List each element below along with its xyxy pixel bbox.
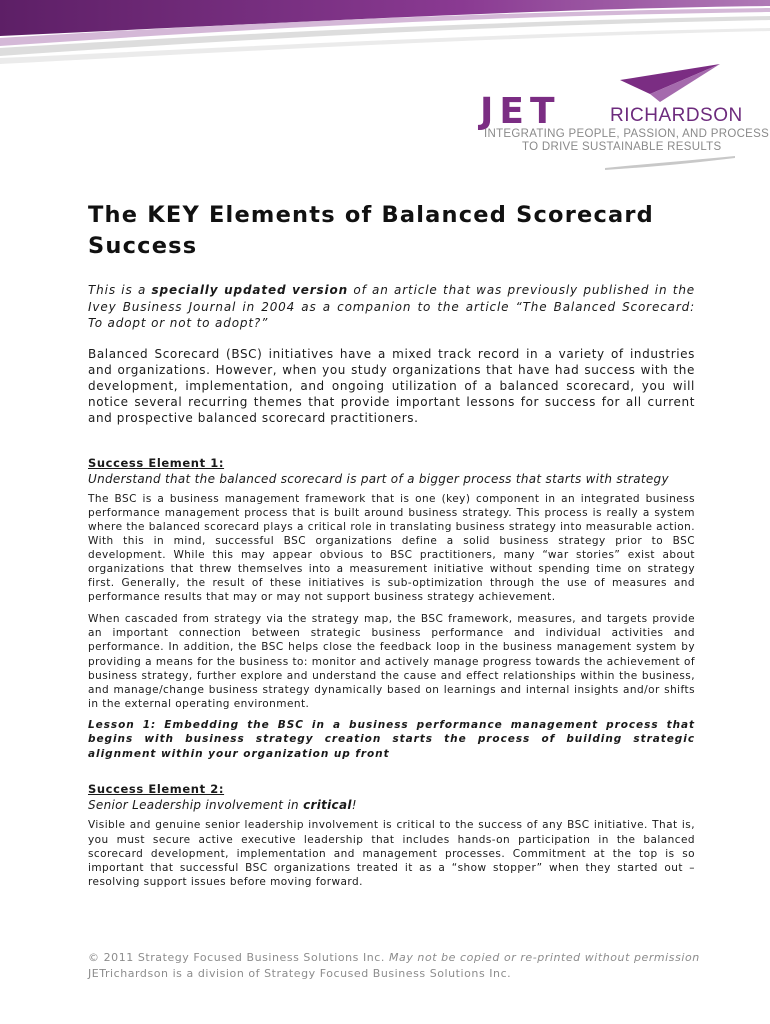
- logo-richardson: RICHARDSON: [610, 105, 743, 126]
- lesson-1: Lesson 1: Embedding the BSC in a business performance management process that begins with business strategy creation starts the process of building strategic alignment within your organization up front: [88, 718, 695, 760]
- logo-swoosh: [605, 156, 735, 170]
- success-element-2-paragraph: Visible and genuine senior leadership involvement is critical to the success of any BSC initiative. That is, you must secure active executive leadership that includes hands-on participation in the balanced scorecard development, implementation and management processes. Commitment at the top is so important that successful BSC organizations treated it as a “show stopper” when they started out – resolving support issues before moving forward.: [88, 819, 695, 888]
- footer-division-line: JETrichardson is a division of Strategy Focused Business Solutions Inc.: [88, 966, 512, 980]
- intro-emphasis: specially updated version: [151, 283, 349, 297]
- paper-plane-icon: [620, 64, 720, 104]
- footer-copyright-line: © 2011 Strategy Focused Business Solutions Inc. May not be copied or re-printed without permission: [88, 951, 700, 964]
- logo-tagline-2: TO DRIVE SUSTAINABLE RESULTS: [522, 141, 722, 153]
- logo-jet: JET: [480, 91, 561, 132]
- success-element-2-subtitle: Senior Leadership involvement in critical!: [88, 798, 357, 813]
- success-element-1-heading: Success Element 1:: [88, 455, 225, 470]
- company-logo: [470, 60, 770, 180]
- article-body: [88, 200, 695, 889]
- success-element-2-heading: Success Element 2:: [88, 782, 225, 797]
- success-element-1-subtitle: Understand that the balanced scorecard is part of a bigger process that starts with strategy: [88, 471, 669, 486]
- page-footer: [88, 950, 708, 981]
- logo-tagline-1: INTEGRATING PEOPLE, PASSION, AND PROCESS: [484, 128, 770, 140]
- intro-paragraph: This is a specially updated version of an article that was previously published in the Ivey Business Journal in 2004 as a companion to the article “The Balanced Scorecard: To adopt or not to adopt?”: [88, 283, 696, 330]
- page-title: The KEY Elements of Balanced Scorecard Success: [88, 202, 654, 259]
- success-element-1-paragraph-1: The BSC is a business management framework that is one (key) component in an integrated business performance management process that is built around business strategy. This process is really a system where the balanced scorecard plays a critical role in translating business strategy into measurable action. With this in mind, successful BSC organizations define a solid business strategy prior to BSC development. While this may appear obvious to BSC practitioners, many “war stories” exist about organizations that threw themselves into a measurement initiative without spending time on strategy first. Generally, the result of these initiatives is sub-optimization through the use of measures and performance results that may or may not support business strategy achievement.: [88, 492, 695, 604]
- success-element-1-paragraph-2: When cascaded from strategy via the strategy map, the BSC framework, measures, and targets provide an important connection between strategic business performance and individual activities and performance. In addition, the BSC helps close the feedback loop in the business management system by providing a means for the business to: monitor and actively manage progress towards the achievement of business strategy, further explore and understand the cause and effect relationships within the business, and manage/change business strategy dynamically based on learnings and internal insights and/or shifts in the external operating environment.: [88, 613, 695, 710]
- opening-paragraph: Balanced Scorecard (BSC) initiatives have a mixed track record in a variety of industries and organizations. However, when you study organizations that have had success with the development, implementation, and ongoing utilization of a balanced scorecard, you will notice several recurring themes that provide important lessons for success for all current and prospective balanced scorecard practitioners.: [88, 346, 695, 425]
